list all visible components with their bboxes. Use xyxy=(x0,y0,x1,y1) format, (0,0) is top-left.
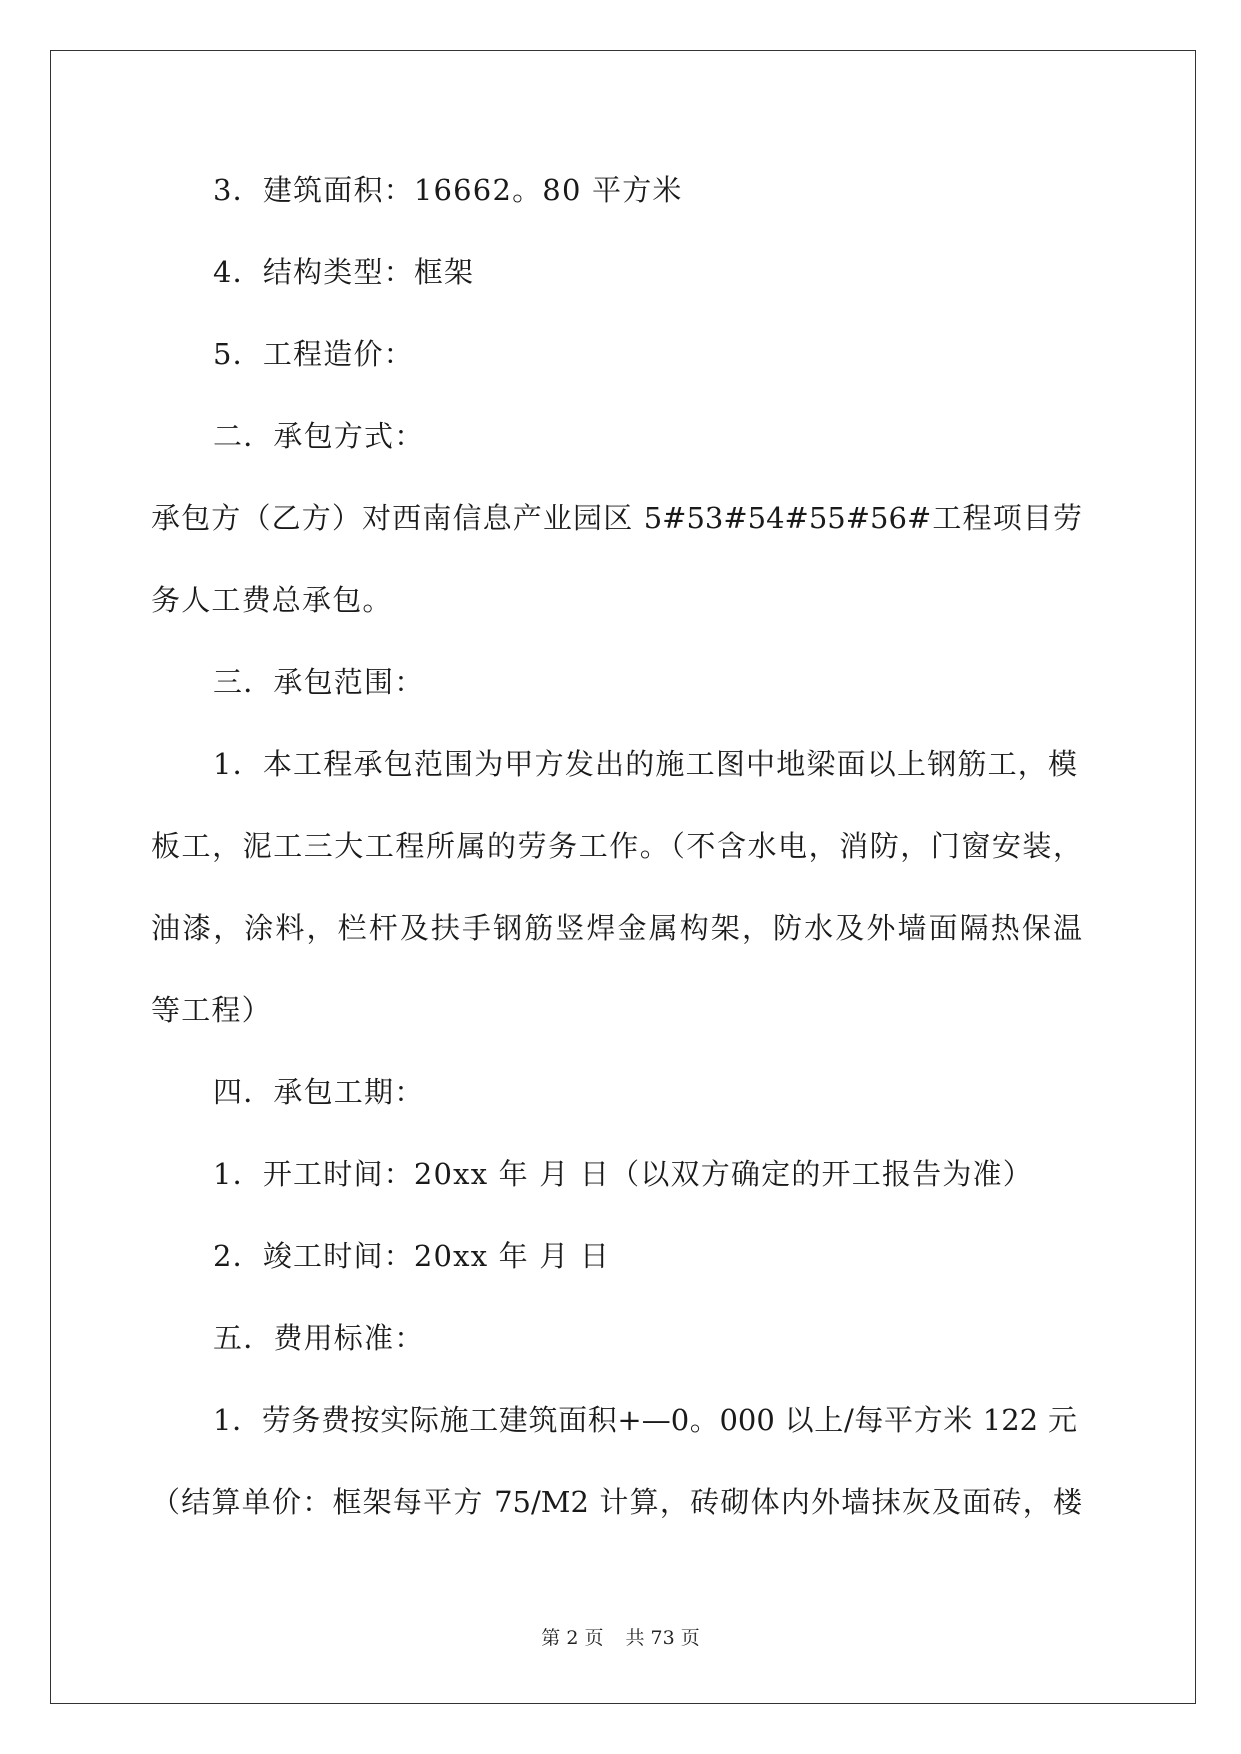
text-line-start-date: 1．开工时间：20xx 年 月 日（以双方确定的开工报告为准） xyxy=(213,1157,1033,1191)
text-line-structure: 4．结构类型：框架 xyxy=(213,255,475,289)
text-line-scope-4: 等工程） xyxy=(151,993,272,1027)
page-border xyxy=(50,50,1196,1704)
text-line-scope-3: 油漆，涂料，栏杆及扶手钢筋竖焊金属构架，防水及外墙面隔热保温 xyxy=(151,911,1082,945)
text-line-fee-2: （结算单价：框架每平方 75/M2 计算，砖砌体内外墙抹灰及面砖，楼 xyxy=(151,1485,1082,1519)
heading-fee-standard: 五．费用标准： xyxy=(213,1321,425,1355)
page-footer xyxy=(0,1626,1241,1650)
text-line-fee-1: 1．劳务费按实际施工建筑面积+—0。000 以上/每平方米 122 元 xyxy=(213,1403,1077,1437)
text-line-scope-2: 板工，泥工三大工程所属的劳务工作。（不含水电，消防，门窗安装， xyxy=(151,829,1082,863)
page-total: 共 73 页 xyxy=(625,1627,700,1649)
text-line-end-date: 2．竣工时间：20xx 年 月 日 xyxy=(213,1239,611,1273)
heading-contract-method: 二．承包方式： xyxy=(213,419,425,453)
text-line-contractor: 承包方（乙方）对西南信息产业园区 5#53#54#55#56#工程项目劳 xyxy=(151,501,1082,535)
text-line-area: 3．建筑面积：16662。80 平方米 xyxy=(213,173,683,207)
heading-contract-scope: 三．承包范围： xyxy=(213,665,425,699)
page-number: 第 2 页 xyxy=(541,1627,604,1649)
heading-contract-period: 四．承包工期： xyxy=(213,1075,425,1109)
text-line-cost: 5．工程造价： xyxy=(213,337,414,371)
text-line-scope-1: 1．本工程承包范围为甲方发出的施工图中地梁面以上钢筋工，模 xyxy=(213,747,1077,781)
text-line-contractor-cont: 务人工费总承包。 xyxy=(151,583,393,617)
